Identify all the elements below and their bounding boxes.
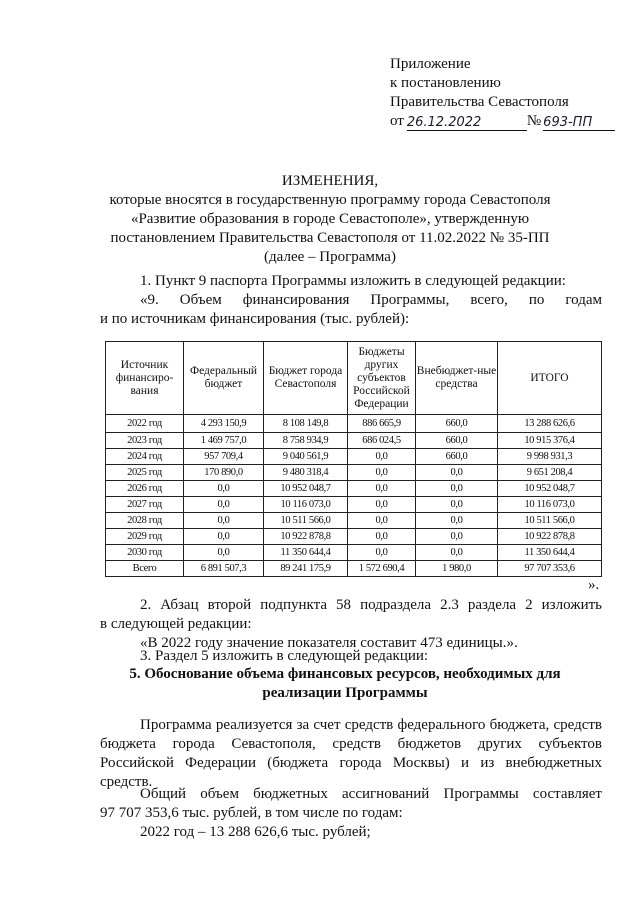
number-field [543,115,615,131]
cell-city: 89 241 175,9 [264,561,348,577]
cell-extra: 0,0 [416,513,498,529]
appendix-line-1: Приложение [390,56,471,72]
table-row [106,545,602,561]
table-row [106,529,602,545]
cell-total: 10 922 878,8 [498,529,602,545]
cell-other: 0,0 [348,481,416,497]
paragraph-4-line-4: средств. [100,774,153,790]
cell-city: 11 350 644,4 [264,545,348,561]
paragraph-2-line-1: 2. Абзац второй подпункта 58 подраздела 2.3 раздела 2 изложить [140,597,602,613]
cell-city: 8 108 149,8 [264,415,348,433]
handwritten-date: 26.12.2022 [406,115,482,130]
date-number-line [390,112,615,131]
cell-year: 2023 год [106,433,184,449]
paragraph-4-line-1: Программа реализуется за счет средств федерального бюджета, средств [140,717,602,733]
cell-total: 13 288 626,6 [498,415,602,433]
cell-other: 0,0 [348,497,416,513]
cell-year: 2026 год [106,481,184,497]
table-row [106,513,602,529]
header-city: Бюджет города Севастополя [264,342,348,415]
header-federal: Федеральный бюджет [184,342,264,415]
cell-federal: 0,0 [184,481,264,497]
paragraph-2-line-2: в следующей редакции: [100,616,252,632]
cell-extra: 0,0 [416,497,498,513]
paragraph-4-line-2: бюджета города Севастополя, средств бюджетов других субъектов [100,736,602,752]
table-row [106,433,602,449]
date-prefix: от [390,113,404,129]
table-row [106,415,602,433]
quote-end: ». [588,577,600,593]
paragraph-1-quote-line-1: «9. Объем финансирования Программы, всего, по годам [140,292,602,308]
cell-extra: 660,0 [416,449,498,465]
cell-federal: 6 891 507,3 [184,561,264,577]
cell-total: 9 651 208,4 [498,465,602,481]
cell-year: 2027 год [106,497,184,513]
cell-city: 10 116 073,0 [264,497,348,513]
cell-total: 10 511 566,0 [498,513,602,529]
table-row [106,481,602,497]
cell-year: 2029 год [106,529,184,545]
header-source: Источник финансиро-вания [106,342,184,415]
cell-federal: 0,0 [184,513,264,529]
cell-total: 11 350 644,4 [498,545,602,561]
paragraph-1-quote-line-2: и по источникам финансирования (тыс. рублей): [100,311,410,327]
cell-total: 10 116 073,0 [498,497,602,513]
cell-city: 10 952 048,7 [264,481,348,497]
cell-city: 8 758 934,9 [264,433,348,449]
cell-total: 9 998 931,3 [498,449,602,465]
cell-extra: 660,0 [416,415,498,433]
cell-other: 886 665,9 [348,415,416,433]
document-title [80,172,580,267]
cell-extra: 0,0 [416,465,498,481]
cell-federal: 170 890,0 [184,465,264,481]
financing-table [105,341,602,577]
cell-total: 10 952 048,7 [498,481,602,497]
cell-other: 1 572 690,4 [348,561,416,577]
table-row [106,449,602,465]
date-field [407,115,527,131]
cell-extra: 1 980,0 [416,561,498,577]
appendix-line-3: Правительства Севастополя [390,94,569,110]
header-total: ИТОГО [498,342,602,415]
cell-city: 9 040 561,9 [264,449,348,465]
cell-year: 2024 год [106,449,184,465]
cell-year: 2025 год [106,465,184,481]
section-5-heading [110,665,580,703]
cell-extra: 0,0 [416,529,498,545]
cell-extra: 0,0 [416,481,498,497]
number-prefix: № [526,113,542,129]
cell-other: 0,0 [348,449,416,465]
cell-extra: 0,0 [416,545,498,561]
paragraph-5-line-2: 97 707 353,6 тыс. рублей, в том числе по годам: [100,805,403,821]
title-line-1: которые вносятся в государственную программу города Севастополя [109,192,551,208]
title-line-4: (далее – Программа) [264,249,396,265]
title-line-3: постановлением Правительства Севастополя от 11.02.2022 № 35-ПП [110,230,550,246]
cell-federal: 0,0 [184,497,264,513]
section-5-heading-line-1: 5. Обоснование объема финансовых ресурсов, необходимых для [129,666,561,682]
cell-city: 9 480 318,4 [264,465,348,481]
table-row [106,465,602,481]
cell-year: 2028 год [106,513,184,529]
table-row [106,497,602,513]
appendix-line-2: к постановлению [390,75,501,91]
cell-year: Всего [106,561,184,577]
cell-other: 0,0 [348,545,416,561]
cell-city: 10 511 566,0 [264,513,348,529]
cell-other: 0,0 [348,529,416,545]
cell-other: 0,0 [348,513,416,529]
cell-extra: 660,0 [416,433,498,449]
cell-other: 0,0 [348,465,416,481]
cell-federal: 957 709,4 [184,449,264,465]
cell-total: 97 707 353,6 [498,561,602,577]
title-line-2: «Развитие образования в городе Севастополе», утвержденную [130,211,530,227]
header-extra: Внебюджет-ные средства [416,342,498,415]
header-other: Бюджеты других субъектов Российской Федерации [348,342,416,415]
cell-federal: 1 469 757,0 [184,433,264,449]
table-header-row [106,342,602,415]
paragraph-5-line-1: Общий объем бюджетных ассигнований Программы составляет [140,786,602,802]
paragraph-3: 3. Раздел 5 изложить в следующей редакции: [140,648,429,664]
title-heading: ИЗМЕНЕНИЯ, [281,173,379,189]
table-total-row [106,561,602,577]
cell-federal: 0,0 [184,545,264,561]
cell-city: 10 922 878,8 [264,529,348,545]
handwritten-number: 693-ПП [543,115,593,130]
appendix-block [390,55,615,131]
paragraph-2-quote: «В 2022 году значение показателя составит 473 единицы.». [140,635,518,651]
cell-other: 686 024,5 [348,433,416,449]
paragraph-6: 2022 год – 13 288 626,6 тыс. рублей; [140,824,371,840]
cell-year: 2022 год [106,415,184,433]
section-5-heading-line-2: реализации Программы [262,685,428,701]
cell-year: 2030 год [106,545,184,561]
paragraph-4-line-3: Российской Федерации (бюджета города Москвы) и из внебюджетных [100,755,602,771]
cell-federal: 4 293 150,9 [184,415,264,433]
paragraph-1: 1. Пункт 9 паспорта Программы изложить в следующей редакции: [140,273,566,289]
cell-total: 10 915 376,4 [498,433,602,449]
cell-federal: 0,0 [184,529,264,545]
